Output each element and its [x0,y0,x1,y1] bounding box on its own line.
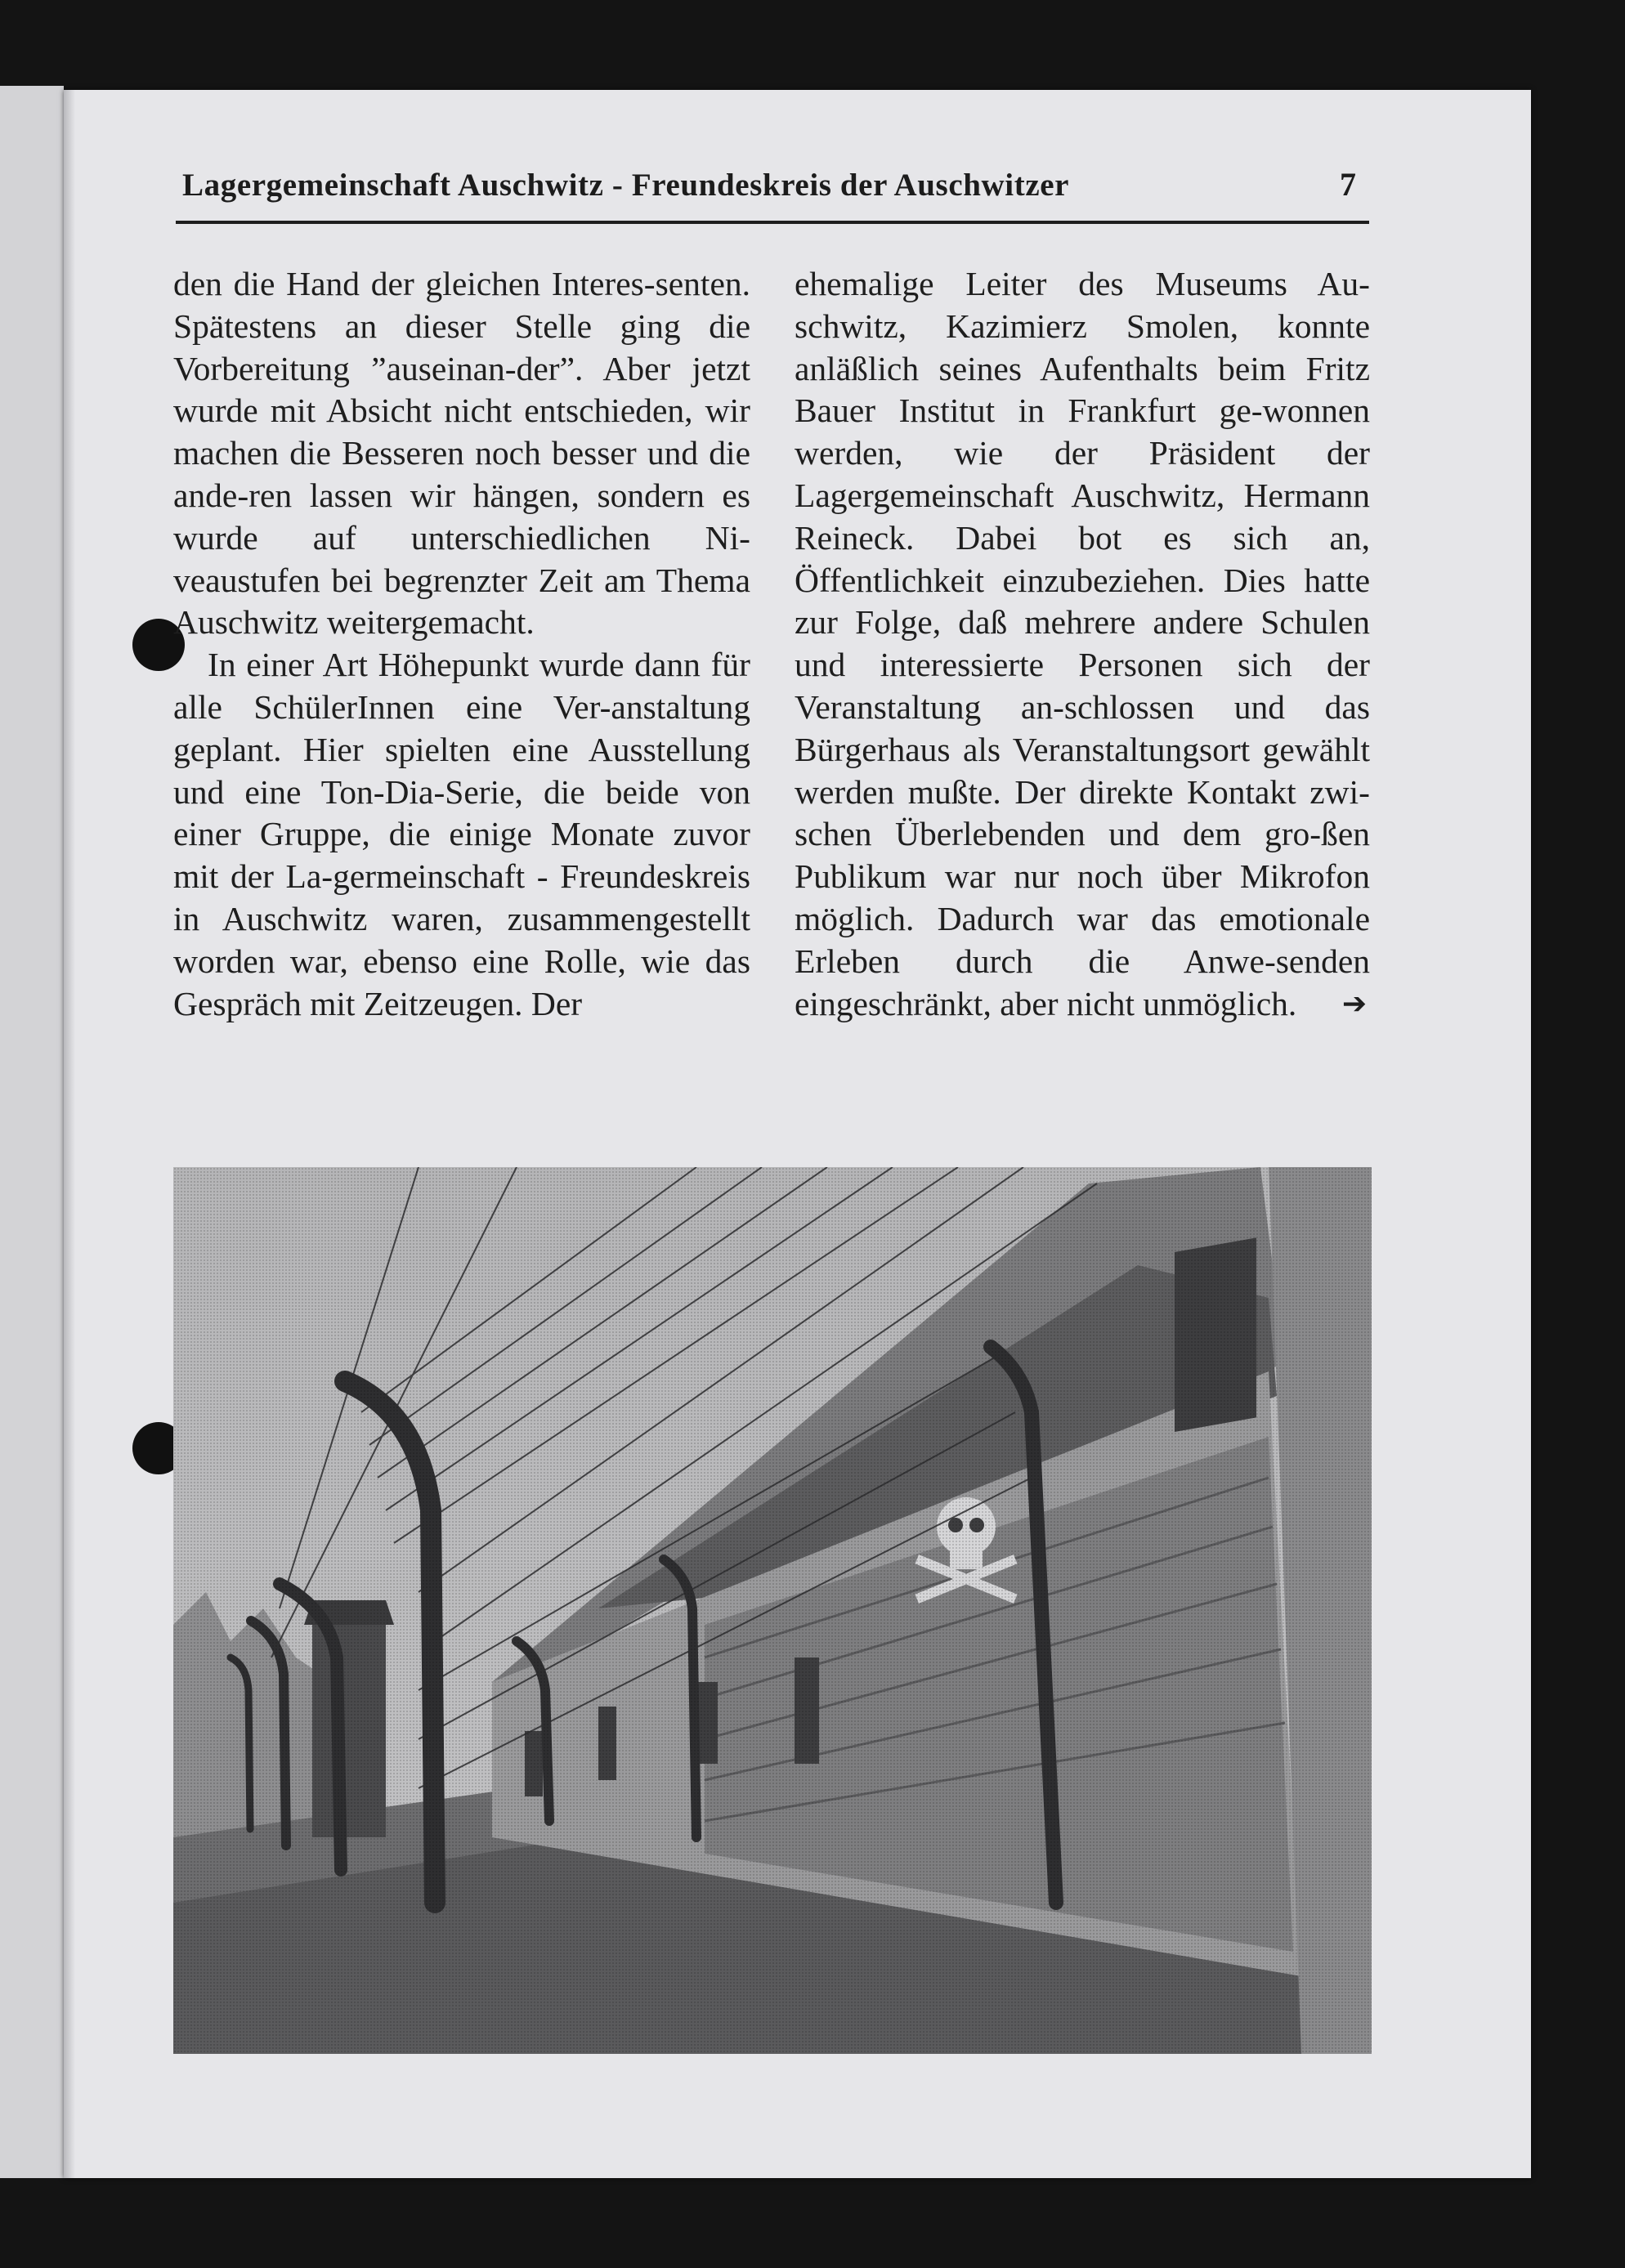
header-title: Lagergemeinschaft Auschwitz - Freundeskreis der Auschwitzer [182,168,1070,203]
paragraph: den die Hand der gleichen Interes-senten. Spätestens an dieser Stelle ging die Vorbereitung ”auseinan-der”. Aber jetzt wurde mit Absicht nicht entschieden, wir machen die Besseren noch besser und die ande-ren lassen wir hängen, sondern es wurde auf unterschiedlichen Ni-veaustufen bei begrenzter Zeit am Thema Auschwitz weitergemacht. [173,265,750,642]
previous-page-edge [0,86,64,2178]
paragraph [795,263,1370,1025]
text-column-right [795,263,1370,1025]
text-column-left [173,263,750,1025]
right-arrow-icon: ➔ [1341,986,1367,1021]
barracks-fence-photo [173,1167,1372,2054]
paragraph-text: ehemalige Leiter des Museums Au-schwitz, Kazimierz Smolen, konnte anläßlich seines Aufenthalts beim Fritz Bauer Institut in Frankfurt ge-wonnen werden, wie der Präsident der Lagergemeinschaft Auschwitz, Hermann Reineck. Dabei bot es sich an, Öffentlichkeit einzubeziehen. Dies hatte zur Folge, daß mehrere andere Schulen und interessierte Personen sich der Veranstaltung an-schlossen und das Bürgerhaus als Veranstaltungsort gewählt werden mußte. Der direkte Kontakt zwi-schen Überlebenden und dem gro-ßen Publikum war nur noch über Mikrofon möglich. Dadurch war das emotionale Erleben durch die Anwe-senden eingeschränkt, aber nicht unmöglich. [795,265,1370,1022]
page-gutter-shadow [64,90,75,2178]
page-number: 7 [1340,166,1356,203]
running-header [176,163,1369,224]
paragraph: In einer Art Höhepunkt wurde dann für alle SchülerInnen eine Ver-anstaltung geplant. Hier spielten eine Ausstellung und eine Ton-Dia-Serie, die beide von einer Gruppe, die einige Monate zuvor mit der La-germeinschaft - Freundeskreis in Auschwitz waren, zusammengestellt worden war, ebenso eine Rolle, wie das Gespräch mit Zeitzeugen. Der [173,646,750,1022]
